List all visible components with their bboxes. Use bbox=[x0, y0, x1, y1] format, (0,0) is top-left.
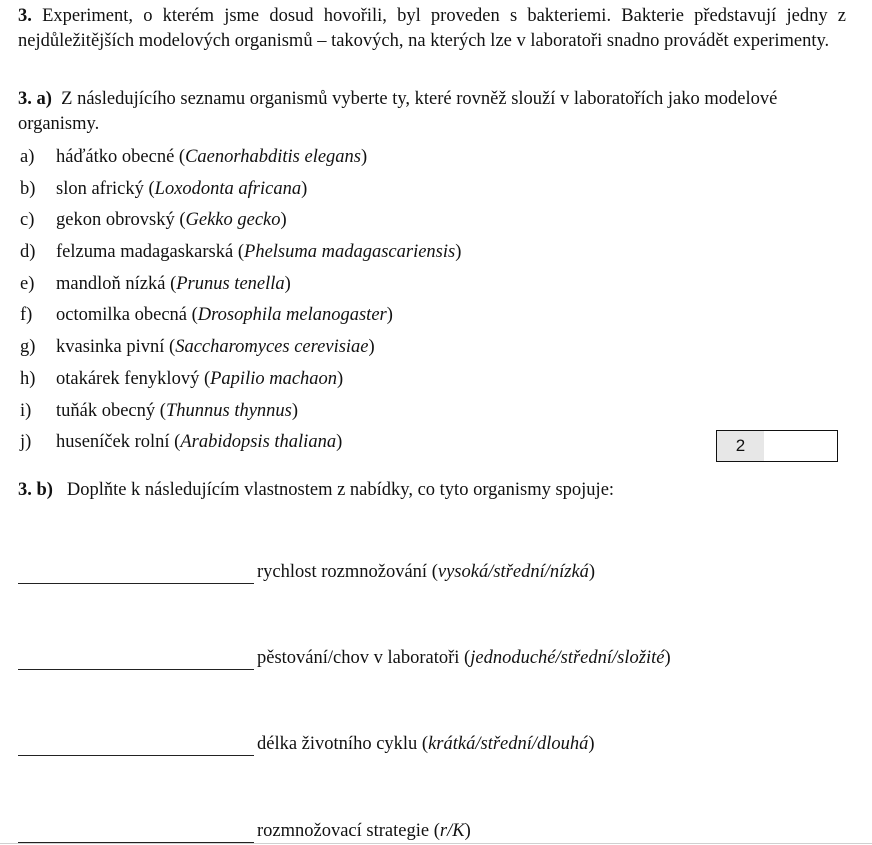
answer-blank[interactable] bbox=[18, 737, 254, 756]
list-item[interactable]: j) huseníček rolní ( Arabidopsis thaliana ) bbox=[20, 432, 343, 453]
list-item[interactable]: c) gekon obrovský ( Gekko gecko ) bbox=[20, 210, 287, 231]
answer-blank[interactable] bbox=[18, 824, 254, 843]
answer-blank[interactable] bbox=[18, 651, 254, 670]
property-label: délka životního cyklu bbox=[257, 734, 418, 754]
list-item[interactable]: b) slon africký ( Loxodonta africana ) bbox=[20, 178, 308, 199]
property-label: rychlost rozmnožování bbox=[257, 562, 428, 582]
score-box[interactable] bbox=[716, 430, 838, 462]
question-number: 3. bbox=[18, 6, 32, 26]
question-3a-label: 3. a) bbox=[18, 89, 52, 109]
list-item[interactable]: f) octomilka obecná ( Drosophila melanogaster ) bbox=[20, 305, 393, 326]
question-3a bbox=[18, 87, 846, 136]
question-3a-text: Z následujícího seznamu organismů vyberte ty, které rovněž slouží v laboratořích jako modelové organismy. bbox=[18, 89, 778, 134]
property-row: rychlost rozmnožování ( vysoká/střední/nízká ) bbox=[18, 560, 595, 584]
property-label: pěstování/chov v laboratoři bbox=[257, 648, 460, 668]
list-item[interactable]: d) felzuma madagaskarská ( Phelsuma madagascariensis ) bbox=[20, 242, 462, 263]
organism-list bbox=[20, 145, 461, 462]
answer-blank[interactable] bbox=[18, 565, 254, 584]
question-3b-label: 3. b) bbox=[18, 480, 53, 500]
list-item[interactable]: g) kvasinka pivní ( Saccharomyces cerevisiae ) bbox=[20, 337, 375, 358]
list-item[interactable]: e) mandloň nízká ( Prunus tenella ) bbox=[20, 273, 291, 294]
list-item[interactable]: h) otakárek fenyklový ( Papilio machaon ) bbox=[20, 368, 344, 389]
list-item[interactable]: i) tuňák obecný ( Thunnus thynnus ) bbox=[20, 400, 299, 421]
score-points: 2 bbox=[717, 431, 764, 461]
property-options: krátká/střední/dlouhá bbox=[428, 734, 589, 754]
property-label: rozmnožovací strategie bbox=[257, 821, 430, 841]
page-divider bbox=[0, 843, 872, 844]
question-3b bbox=[18, 478, 614, 502]
property-row: délka životního cyklu ( krátká/střední/dlouhá ) bbox=[18, 732, 595, 756]
intro-text: Experiment, o kterém jsme dosud hovořili, byl proveden s bakteriemi. Bakterie představují jedny z nejdůležitějších modelových organismů – takových, na kterých lze v laboratoři snadno provádět experimenty. bbox=[18, 6, 847, 51]
property-row: rozmnožovací strategie ( r/K ) bbox=[18, 819, 471, 843]
property-row: pěstování/chov v laboratoři ( jednoduché/střední/složité ) bbox=[18, 646, 671, 670]
question-3b-text: Doplňte k následujícím vlastnostem z nabídky, co tyto organismy spojuje: bbox=[66, 480, 615, 500]
intro-paragraph bbox=[18, 4, 846, 53]
property-options: r/K bbox=[439, 821, 465, 841]
property-options: vysoká/střední/nízká bbox=[437, 562, 589, 582]
list-item[interactable]: a) háďátko obecné ( Caenorhabditis elegans ) bbox=[20, 147, 368, 167]
property-options: jednoduché/střední/složité bbox=[470, 648, 665, 668]
